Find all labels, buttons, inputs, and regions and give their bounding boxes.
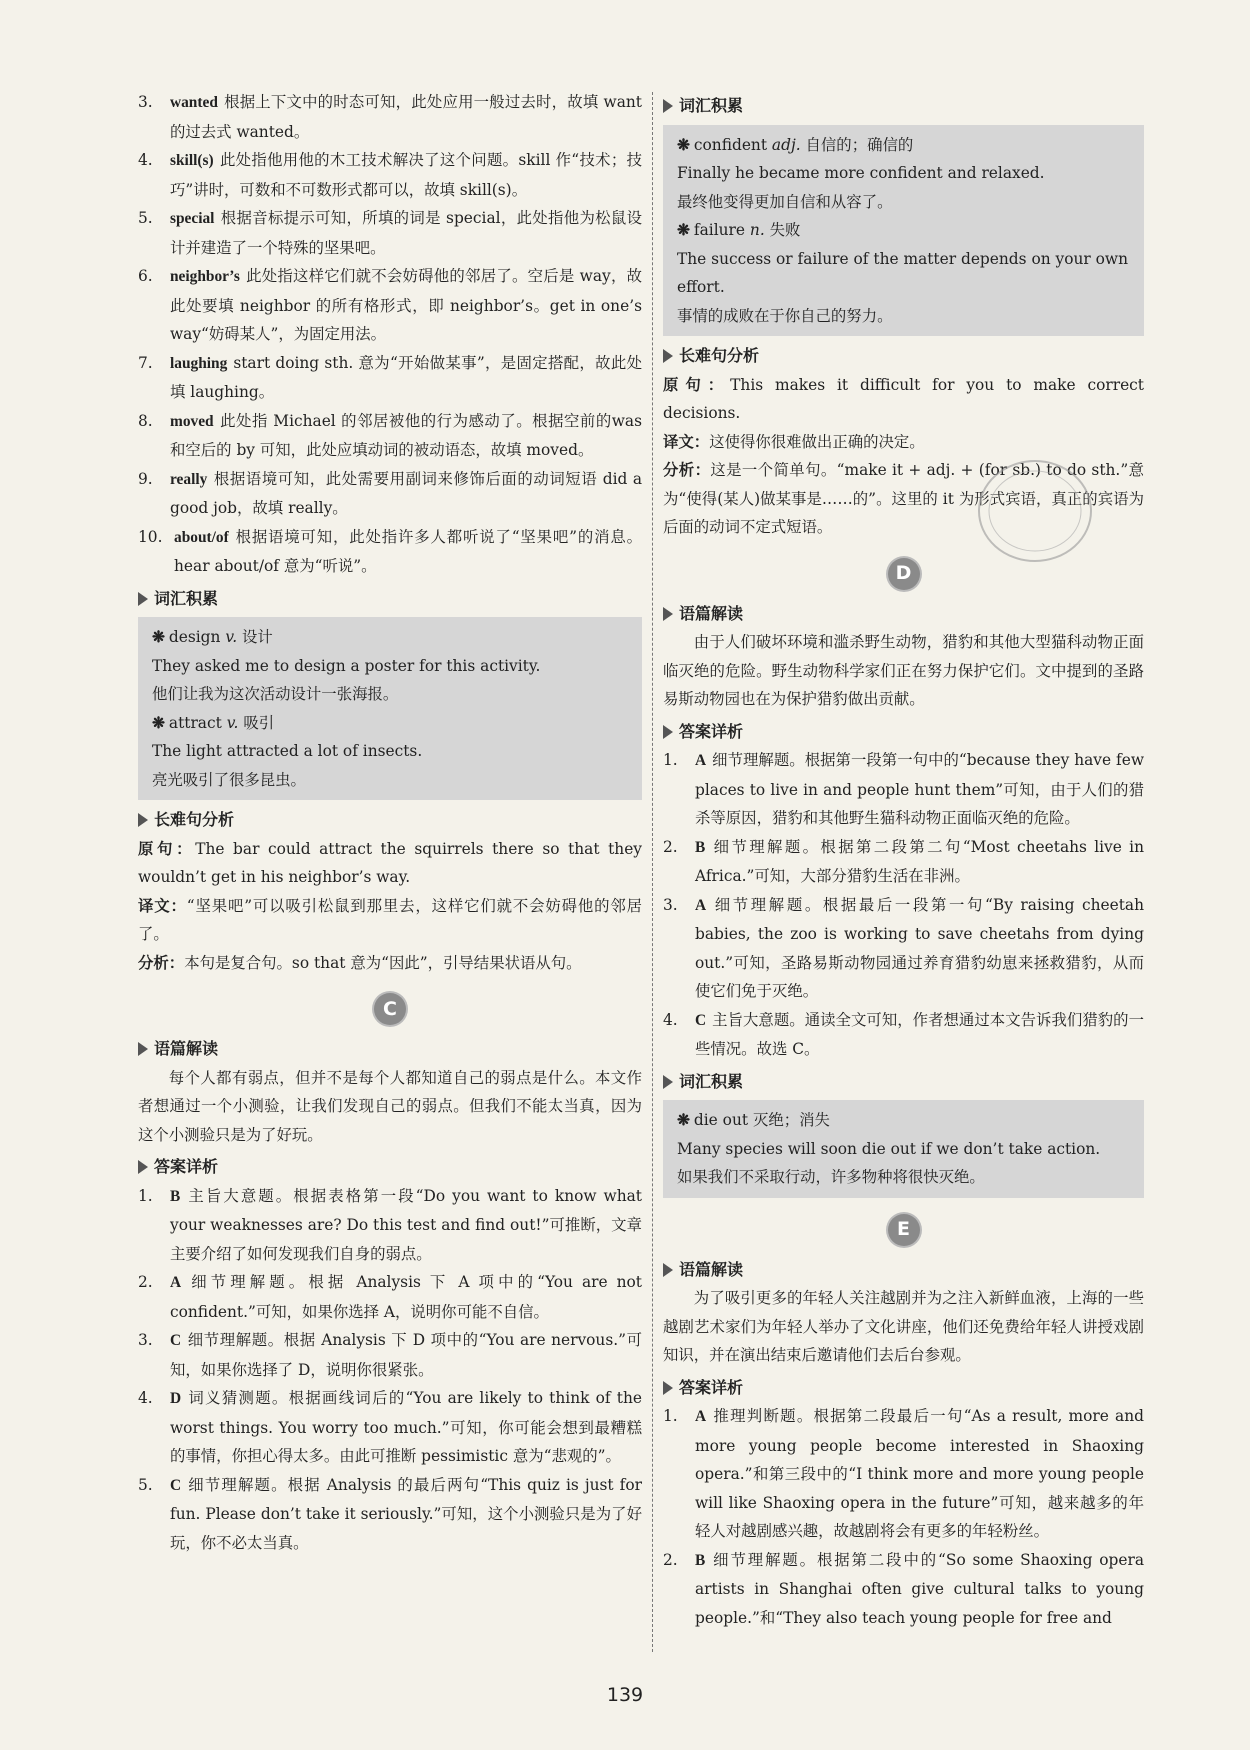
item-explanation: 此处指这样它们就不会妨碍他的邻居了。空后是 way，故此处要填 neighbor 的所有格形式，即 neighbor’s。get in one’s way“妨碍某人”，为固定用法。 [170,267,642,343]
answer-item [663,1006,1144,1064]
item-explanation: 根据语境可知，此处需要用副词来修饰后面的动词短语 did a good job，故填 really。 [170,469,642,517]
vocab-pos: adj. [771,135,806,154]
item-explanation: 细节理解题。根据 Analysis 下 D 项中的“You are nervous.”可知，如果你选择了 D，说明你很紧张。 [170,1331,642,1379]
right-column [663,88,1144,1632]
vocab-example-en: The success or failure of the matter depends on your own effort. [677,249,1128,296]
item-body [695,1546,1144,1633]
section-marker-icon [138,1042,148,1056]
item-body [174,523,642,581]
passage-summary: 为了吸引更多的年轻人关注越剧并为之注入新鲜血液，上海的一些越剧艺术家们为年轻人举办了文化讲座，他们还免费给年轻人讲授戏剧知识，并在演出结束后邀请他们去后台参观。 [663,1289,1144,1364]
item-explanation: 细节理解题。根据第一段第一句中的“because they have few places to live in and people hunt them”可知，由于人们的猎杀等原因，猎豹和其他野生猫科动物正面临灭绝的危险。 [695,751,1144,827]
asterisk-icon: ❋ [677,135,690,154]
item-number: 10. [138,527,163,546]
vocab-word: failure [693,221,750,239]
vocab-headword [677,131,1134,160]
section-marker-icon [663,349,673,363]
answer-item [138,1268,642,1326]
column-divider [652,92,653,1652]
item-explanation: 主旨大意题。通读全文可知，作者想通过本文告诉我们猎豹的一些情况。故选 C。 [695,1010,1144,1058]
item-number: 3. [138,93,153,111]
section-heading-vocab: 词汇积累 [138,585,642,614]
item-answer: A [695,1408,707,1425]
item-answer: neighbor’s [170,268,240,285]
answer-item [138,465,642,523]
item-answer: wanted [170,94,218,111]
vocab-box [138,617,642,800]
item-explanation: 根据语境可知，此处指许多人都听说了“坚果吧”的消息。hear about/of 意为“听说”。 [174,527,642,575]
asterisk-icon: ❋ [677,221,690,239]
vocab-box [663,1100,1144,1198]
item-body [170,1384,642,1471]
vocab-box [663,125,1144,337]
item-body [170,1326,642,1384]
item-answer: laughing [170,354,228,372]
item-body [170,88,642,146]
translation: 译文：“坚果吧”可以吸引松鼠到那里去，这样它们就不会妨碍他的邻居了。 [138,896,642,943]
item-explanation: start doing sth. 意为“开始做某事”，是固定搭配，故此处填 laughing。 [170,353,642,401]
item-body [170,262,642,349]
vocab-meaning: 自信的；确信的 [805,135,914,154]
left-column [138,88,642,1557]
passage-badge-e: E [663,1214,1144,1246]
item-body [170,407,642,465]
section-heading-long-sentence: 长难句分析 [138,806,642,835]
section-marker-icon [663,725,673,739]
item-number: 1. [663,751,678,769]
vocab-meaning: 灭绝；消失 [752,1111,830,1129]
vocab-word: attract [168,713,227,732]
vocab-meaning: 设计 [242,628,273,646]
item-explanation: 细节理解题。根据第二段中的“So some Shaoxing opera artists in Shanghai often give cultural talks to young people.”和“They also teach young people for free and [695,1550,1144,1627]
item-explanation: 根据上下文中的时态可知，此处应用一般过去时，故填 want 的过去式 wanted。 [170,93,642,141]
passage-summary: 每个人都有弱点，但并不是每个人都知道自己的弱点是什么。本文作者想通过一个小测验，让我们发现自己的弱点。但我们不能太当真，因为这个小测验只是为了好玩。 [138,1068,642,1144]
item-explanation: 此处指 Michael 的邻居被他的行为感动了。根据空前的was和空后的 by 可知，此处应填动词的被动语态，故填 moved。 [170,411,642,459]
original-sentence: 原句：The bar could attract the squirrels there so that they wouldn’t get in his neighbor’s way. [138,839,642,886]
item-answer: B [695,838,706,856]
item-number: 2. [663,1550,678,1569]
vocab-entry [677,131,1134,217]
item-number: 3. [663,895,678,914]
answer-item [138,523,642,581]
passage-badge-d: D [663,558,1144,590]
item-number: 3. [138,1331,153,1349]
item-answer: skill(s) [170,152,214,169]
answer-list-c [138,1182,642,1558]
item-body [695,1402,1144,1546]
item-body [170,1471,642,1558]
answer-item [138,1182,642,1269]
item-body [170,1268,642,1326]
vocab-pos: n. [749,221,770,239]
section-heading-passage: 语篇解读 [663,1256,1144,1285]
answer-item [138,1471,642,1558]
item-body [170,146,642,204]
item-answer: special [170,210,215,227]
section-marker-icon [138,1160,148,1174]
section-heading-long-sentence: 长难句分析 [663,342,1144,371]
asterisk-icon: ❋ [152,628,165,646]
answer-list-e [663,1402,1144,1632]
section-heading-answers: 答案详析 [663,718,1144,747]
vocab-pos: v. [226,713,244,732]
item-body [170,204,642,262]
item-answer: C [170,1332,182,1349]
section-marker-icon [663,99,673,113]
item-number: 8. [138,411,153,430]
item-answer: A [695,896,707,914]
answer-item [138,349,642,407]
item-answer: really [170,470,208,488]
answer-item [138,407,642,465]
section-marker-icon [663,1263,673,1277]
answer-list-b [138,88,642,581]
item-explanation: 推理判断题。根据第二段最后一句“As a result, more and more young people become interested in Shaoxing opera.”和第三段中的“I think more and more young people will like Shaoxing opera in the future”可知，越来越多的年轻人对越剧感兴趣，故越剧将会有更多的年轻粉丝。 [695,1407,1144,1540]
item-number: 6. [138,267,153,285]
answer-item [138,204,642,262]
item-number: 5. [138,209,153,227]
vocab-example-zh: 如果我们不采取行动，许多物种将很快灭绝。 [677,1168,985,1186]
section-heading-vocab: 词汇积累 [663,1068,1144,1097]
answer-list-d [663,746,1144,1064]
item-number: 9. [138,469,153,488]
vocab-headword [677,1106,1134,1135]
vocab-example-zh: 他们让我为这次活动设计一张海报。 [152,685,399,703]
vocab-example-zh: 亮光吸引了很多昆虫。 [152,770,306,789]
analysis: 分析：本句是复合句。so that 意为“因此”，引导结果状语从句。 [138,953,582,972]
item-number: 1. [138,1186,153,1205]
vocab-headword [152,623,632,652]
vocab-entry [677,216,1134,330]
passage-badge-c: C [138,993,642,1025]
item-answer: A [170,1274,182,1291]
answer-item [663,833,1144,891]
item-body [170,349,642,407]
vocab-example-en: Finally he became more confident and relaxed. [677,164,1045,182]
item-body [695,1006,1144,1064]
item-number: 2. [138,1273,153,1291]
item-explanation: 细节理解题。根据最后一段第一句“By raising cheetah babies, the zoo is working to save cheetahs from dying out.”可知，圣路易斯动物园通过养育猎豹幼崽来拯救猎豹，从而使它们免于灭绝。 [695,895,1144,1000]
item-explanation: 根据音标提示可知，所填的词是 special，此处指他为松鼠设计并建造了一个特殊的坚果吧。 [170,209,642,257]
item-explanation: 细节理解题。根据 Analysis 的最后两句“This quiz is just for fun. Please don’t take it seriously.”可知，这个小测验只是为了好玩，你不必太当真。 [170,1475,642,1552]
translation: 译文：这使得你很难做出正确的决定。 [663,432,925,451]
section-marker-icon [663,1075,673,1089]
item-number: 7. [138,353,153,372]
asterisk-icon: ❋ [677,1111,690,1129]
page-number: 139 [606,1684,644,1706]
vocab-headword [677,216,1134,245]
item-body [170,1182,642,1269]
vocab-pos: v. [225,628,242,646]
section-heading-answers: 答案详析 [663,1374,1144,1403]
answer-item [663,1546,1144,1633]
item-number: 1. [663,1407,678,1425]
vocab-entry [677,1106,1134,1192]
item-number: 4. [138,1389,153,1407]
item-explanation: 细节理解题。根据第二段第二句“Most cheetahs live in Africa.”可知，大部分猎豹生活在非洲。 [695,837,1144,885]
answer-item [663,891,1144,1006]
item-body [695,833,1144,891]
item-answer: about/of [174,528,229,546]
vocab-entry [152,709,632,795]
vocab-example-zh: 事情的成败在于你自己的努力。 [677,306,893,325]
analysis: 分析：这是一个简单句。“make it + adj. + (for sb.) to do sth.”意为“使得(某人)做某事是……的”。这里的 it 为形式宾语，真正的宾语为后面的动词不定式短语。 [663,461,1144,536]
answer-item [138,262,642,349]
original-sentence: 原句：This makes it difficult for you to make correct decisions. [663,375,1144,422]
vocab-word: design [168,628,226,646]
vocab-example-en: Many species will soon die out if we don’t take action. [677,1139,1101,1158]
vocab-meaning: 失败 [769,221,801,239]
vocab-meaning: 吸引 [243,713,275,732]
vocab-headword [152,709,632,738]
item-explanation: 细节理解题。根据 Analysis 下 A 项中的“You are not confident.”可知，如果你选择 A，说明你可能不自信。 [170,1273,642,1321]
section-heading-answers: 答案详析 [138,1153,642,1182]
asterisk-icon: ❋ [152,713,165,732]
vocab-entry [152,623,632,709]
vocab-word: die out [693,1111,753,1129]
answer-item [138,88,642,146]
item-explanation: 主旨大意题。根据表格第一段“Do you want to know what your weaknesses are? Do this test and find out!”可推断，文章主要介绍了如何发现我们自身的弱点。 [170,1186,642,1263]
item-explanation: 此处指他用他的木工技术解决了这个问题。skill 作“技术；技巧”讲时，可数和不可数形式都可以，故填 skill(s)。 [170,151,642,199]
section-marker-icon [138,592,148,606]
vocab-word: confident [693,135,772,154]
vocab-example-en: The light attracted a lot of insects. [152,742,423,760]
section-heading-vocab: 词汇积累 [663,92,1144,121]
item-answer: B [695,1551,706,1569]
item-answer: A [695,752,707,769]
item-answer: B [170,1187,181,1205]
item-number: 2. [663,837,678,856]
item-explanation: 词义猜测题。根据画线词后的“You are likely to think of the worst things. You worry too much.”可知，你可能会想到最糟糕的事情，你担心得太多。由此可推断 pessimistic 意为“悲观的”。 [170,1389,642,1465]
vocab-example-en: They asked me to design a poster for this activity. [152,656,541,675]
item-body [695,891,1144,1006]
section-heading-passage: 语篇解读 [138,1035,642,1064]
passage-summary: 由于人们破坏环境和滥杀野生动物，猎豹和其他大型猫科动物正面临灭绝的危险。野生动物科学家们正在努力保护它们。文中提到的圣路易斯动物园也在为保护猎豹做出贡献。 [663,633,1144,708]
answer-item [663,1402,1144,1546]
answer-item [138,146,642,204]
vocab-example-zh: 最终他变得更加自信和从容了。 [677,192,893,211]
item-body [695,746,1144,833]
item-number: 4. [138,151,153,169]
answer-item [663,746,1144,833]
watermark-stamp-icon [975,456,1095,566]
item-answer: C [695,1011,707,1029]
section-marker-icon [138,813,148,827]
section-heading-passage: 语篇解读 [663,600,1144,629]
item-answer: D [170,1390,182,1407]
answer-item [138,1326,642,1384]
item-number: 5. [138,1475,153,1494]
item-answer: moved [170,412,214,430]
section-marker-icon [663,607,673,621]
section-marker-icon [663,1381,673,1395]
answer-item [138,1384,642,1471]
item-number: 4. [663,1010,678,1029]
item-body [170,465,642,523]
item-answer: C [170,1476,182,1494]
